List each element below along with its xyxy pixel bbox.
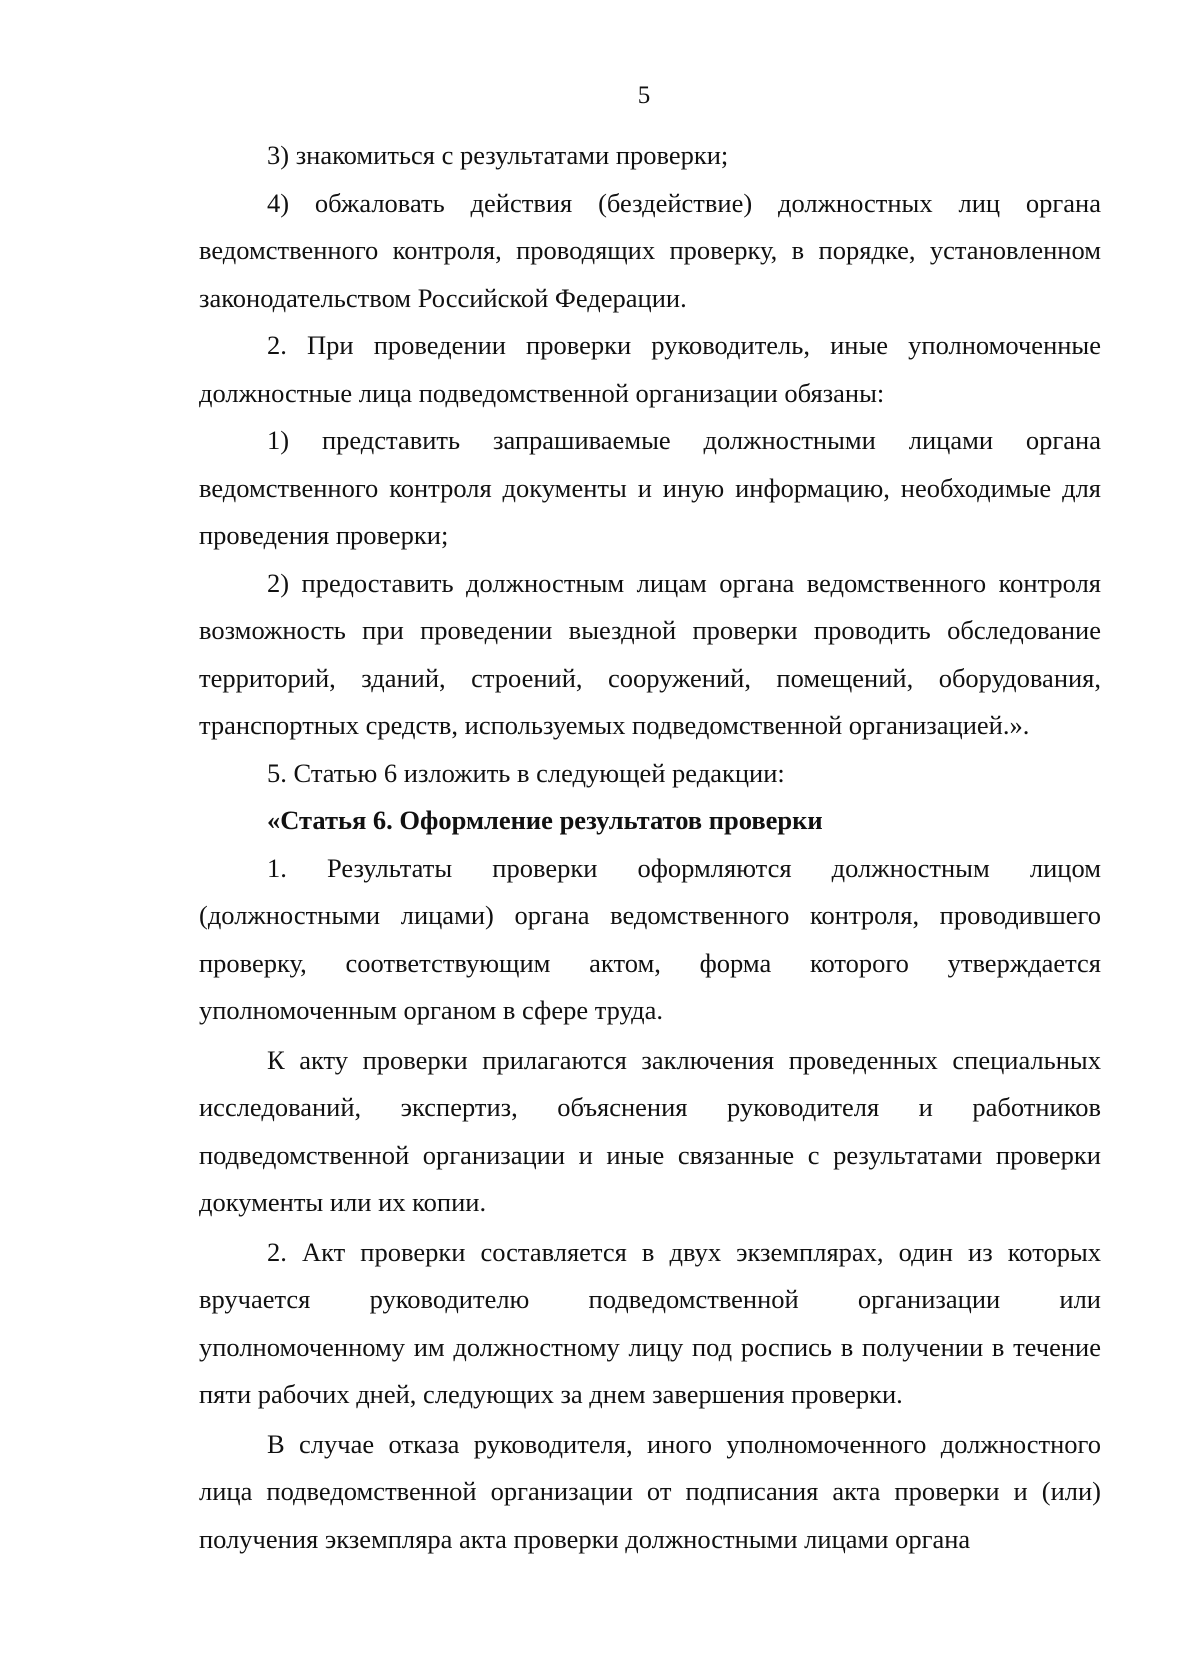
paragraph-right-to-appeal: 4) обжаловать действия (бездействие) должностных лиц органа ведомственного контроля, проводящих проверку, в порядке, установленном законодательством Российской Федерации. (199, 187, 1101, 313)
paragraph-act-attachments: К акту проверки прилагаются заключения проведенных специальных исследований, экспертиз, объяснения руководителя и работников подведомственной организации и иные связанные с результатами проверки документы или их копии. (199, 1044, 1101, 1217)
paragraph-obligations-intro: 2. При проведении проверки руководитель, иные уполномоченные должностные лица подведомственной организации обязаны: (199, 330, 1101, 408)
article-heading: «Статья 6. Оформление результатов проверки (267, 805, 823, 835)
paragraph-right-to-review-results: 3) знакомиться с результатами проверки; (267, 140, 729, 170)
paragraph-amendment-article-6: 5. Статью 6 изложить в следующей редакции: (267, 757, 785, 788)
paragraph-obligation-provide-access: 2) предоставить должностным лицам органа ведомственного контроля возможность при проведении выездной проверки проводить обследование территорий, зданий, строений, сооружений, помещений, оборудования, транспортных средств, используемых подведомственной организацией.». (199, 567, 1101, 740)
paragraph-results-formalization: 1. Результаты проверки оформляются должностным лицом (должностными лицами) органа ведомственного контроля, проводившего проверку, соответствующим актом, форма которого утверждается уполномоченным органом в сфере труда. (199, 852, 1101, 1025)
paragraph-obligation-provide-documents: 1) представить запрашиваемые должностными лицами органа ведомственного контроля документы и иную информацию, необходимые для проведения проверки; (199, 425, 1101, 550)
document-body (199, 132, 1101, 1563)
paragraph-refusal-to-sign: В случае отказа руководителя, иного уполномоченного должностного лица подведомственной организации от подписания акта проверки и (или) получения экземпляра акта проверки должностными лицами органа (199, 1428, 1101, 1554)
paragraph-act-copies: 2. Акт проверки составляется в двух экземплярах, один из которых вручается руководителю подведомственной организации или уполномоченному им должностному лицу под роспись в получении в течение пяти рабочих дней, следующих за днем завершения проверки. (199, 1236, 1101, 1409)
page-number: 5 (637, 82, 651, 109)
